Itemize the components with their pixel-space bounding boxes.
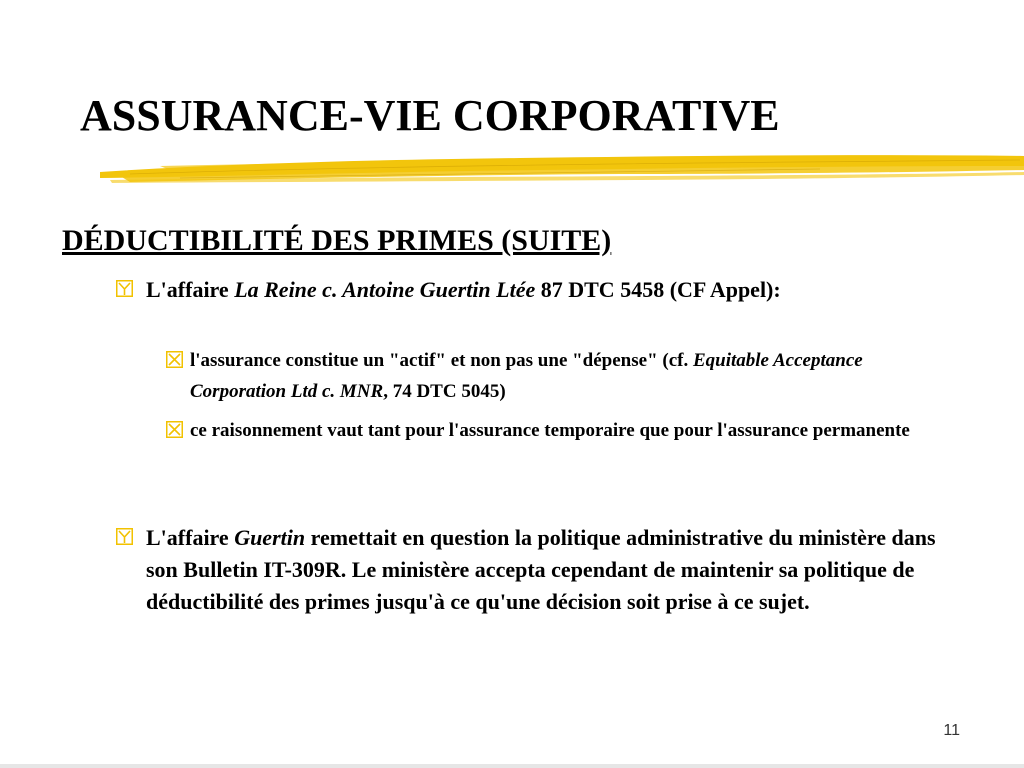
- sub-bullet-item: [190, 415, 910, 446]
- case-name: La Reine c. Antoine Guertin Ltée: [234, 277, 536, 302]
- sub-bullet-text: ce raisonnement vaut tant pour l'assurance temporaire que pour l'assurance permanente: [190, 420, 910, 441]
- bullet-item: [146, 274, 926, 306]
- cross-box-icon: [166, 351, 183, 368]
- bullet-text-cont: 87 DTC 5458 (CF Appel):: [535, 277, 781, 302]
- slide-title: ASSURANCE-VIE CORPORATIVE: [80, 91, 780, 140]
- check-box-icon: [116, 528, 133, 545]
- section-subtitle: DÉDUCTIBILITÉ DES PRIMES (SUITE): [62, 224, 612, 257]
- bullet-item: [146, 522, 946, 618]
- case-name: Equitable Acceptance Corporation Ltd c. MNR: [190, 350, 863, 402]
- bullet-text-cont: remettait en question la politique administrative du ministère dans son Bulletin IT-309R. Le ministère accepta cependant de maintenir sa politique de déductibilité des primes jusqu'à ce qu'une décision soit prise à ce sujet.: [146, 525, 936, 614]
- bullet-text: L'affaire: [146, 277, 235, 302]
- cross-box-icon: [166, 421, 183, 438]
- sub-bullet-text: l'assurance constitue un "actif" et non pas une "dépense" (cf.: [190, 350, 693, 371]
- case-name: Guertin: [234, 525, 306, 550]
- sub-bullet-text-cont: , 74 DTC 5045): [383, 381, 506, 402]
- bullet-text: L'affaire: [146, 525, 235, 550]
- check-box-icon: [116, 280, 133, 297]
- bottom-divider: [0, 764, 1024, 768]
- page-number: 11: [943, 722, 960, 739]
- yellow-brush-stroke: [100, 150, 1024, 186]
- sub-bullet-item: [190, 345, 910, 407]
